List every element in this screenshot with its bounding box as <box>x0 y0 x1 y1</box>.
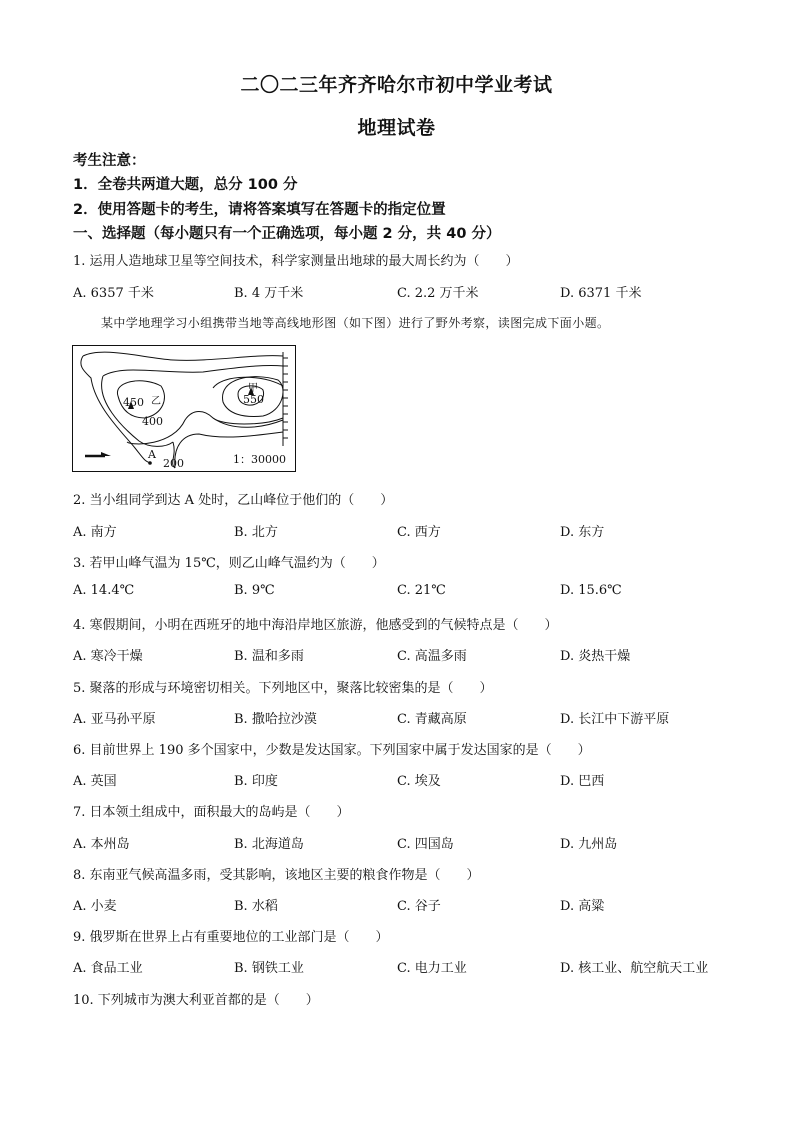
option-b: B. 印度 <box>234 774 278 789</box>
option-c: C. 21℃ <box>397 583 446 598</box>
option-a: A. 6357 千米 <box>73 286 154 301</box>
option-d: D. 高粱 <box>560 899 605 914</box>
label-200: 200 <box>163 457 184 470</box>
question-3-options <box>73 583 753 601</box>
question-7-options <box>73 833 753 851</box>
option-b: B. 北方 <box>234 525 278 540</box>
option-a: A. 亚马孙平原 <box>73 712 156 727</box>
option-b: B. 4 万千米 <box>234 286 304 301</box>
question-7-stem: 7. 日本领土组成中，面积最大的岛屿是（ ） <box>73 805 350 820</box>
option-d: D. 长江中下游平原 <box>560 712 670 727</box>
notice-item-2: 2．使用答题卡的考生，请将答案填写在答题卡的指定位置 <box>73 202 446 218</box>
question-4-options <box>73 645 753 663</box>
option-d: D. 15.6℃ <box>560 583 622 598</box>
label-jia: 甲 <box>248 383 258 394</box>
label-450: 450 <box>123 396 144 409</box>
option-d: D. 东方 <box>560 525 605 540</box>
question-5-options <box>73 708 753 726</box>
question-3-stem: 3. 若甲山峰气温为 15℃，则乙山峰气温约为（ ） <box>73 556 385 571</box>
option-a: A. 食品工业 <box>73 961 143 976</box>
option-a: A. 南方 <box>73 525 117 540</box>
question-8-stem: 8. 东南亚气候高温多雨，受其影响，该地区主要的粮食作物是（ ） <box>73 868 480 883</box>
notice-item-1: 1．全卷共两道大题，总分 100 分 <box>73 177 298 193</box>
option-c: C. 西方 <box>397 525 441 540</box>
label-550: 550 <box>243 393 264 406</box>
question-5-stem: 5. 聚落的形成与环境密切相关。下列地区中，聚落比较密集的是（ ） <box>73 681 493 696</box>
map-intro: 某中学地理学习小组携带当地等高线地形图（如下图）进行了野外考察，读图完成下面小题。 <box>101 316 610 330</box>
exam-title: 二〇二三年齐齐哈尔市初中学业考试 <box>240 74 553 96</box>
option-c: C. 2.2 万千米 <box>397 286 479 301</box>
option-a: A. 寒冷干燥 <box>73 649 143 664</box>
question-6-stem: 6. 目前世界上 190 多个国家中，少数是发达国家。下列国家中属于发达国家的是（ ） <box>73 743 591 758</box>
option-b: B. 温和多雨 <box>234 649 304 664</box>
question-9-stem: 9. 俄罗斯在世界上占有重要地位的工业部门是（ ） <box>73 930 389 945</box>
question-1-options <box>73 282 753 300</box>
option-d: D. 巴西 <box>560 774 605 789</box>
option-c: C. 四国岛 <box>397 837 454 852</box>
north-arrow-icon <box>85 452 111 456</box>
question-8-options <box>73 895 753 913</box>
option-c: C. 高温多雨 <box>397 649 467 664</box>
option-c: C. 电力工业 <box>397 961 467 976</box>
point-a-marker <box>148 461 152 465</box>
label-400: 400 <box>142 415 163 428</box>
exam-subtitle: 地理试卷 <box>357 117 436 139</box>
question-9-options <box>73 957 753 975</box>
question-1-stem: 1. 运用人造地球卫星等空间技术，科学家测量出地球的最大周长约为（ ） <box>73 254 519 269</box>
option-c: C. 谷子 <box>397 899 441 914</box>
map-scale: 1：30000 <box>233 453 286 466</box>
option-c: C. 青藏高原 <box>397 712 467 727</box>
question-10-stem: 10. 下列城市为澳大利亚首都的是（ ） <box>73 993 319 1008</box>
label-a: A <box>148 448 156 461</box>
contour-map <box>72 345 296 472</box>
option-d: D. 6371 千米 <box>560 286 642 301</box>
option-d: D. 炎热干燥 <box>560 649 631 664</box>
option-a: A. 本州岛 <box>73 837 130 852</box>
question-4-stem: 4. 寒假期间，小明在西班牙的地中海沿岸地区旅游，他感受到的气候特点是（ ） <box>73 618 558 633</box>
option-a: A. 14.4℃ <box>73 583 135 598</box>
option-b: B. 9℃ <box>234 583 275 598</box>
option-b: B. 撒哈拉沙漠 <box>234 712 317 727</box>
question-6-options <box>73 770 753 788</box>
label-yi: 乙 <box>151 396 161 407</box>
option-d: D. 核工业、航空航天工业 <box>560 961 709 976</box>
section-title: 一、选择题（每小题只有一个正确选项，每小题 2 分，共 40 分） <box>73 226 501 242</box>
question-2-options <box>73 521 753 539</box>
option-b: B. 水稻 <box>234 899 278 914</box>
option-d: D. 九州岛 <box>560 837 618 852</box>
option-c: C. 埃及 <box>397 774 441 789</box>
notice-heading: 考生注意： <box>73 153 146 169</box>
option-b: B. 北海道岛 <box>234 837 304 852</box>
option-a: A. 小麦 <box>73 899 117 914</box>
question-2-stem: 2. 当小组同学到达 A 处时，乙山峰位于他们的（ ） <box>73 493 394 508</box>
option-a: A. 英国 <box>73 774 117 789</box>
option-b: B. 钢铁工业 <box>234 961 304 976</box>
